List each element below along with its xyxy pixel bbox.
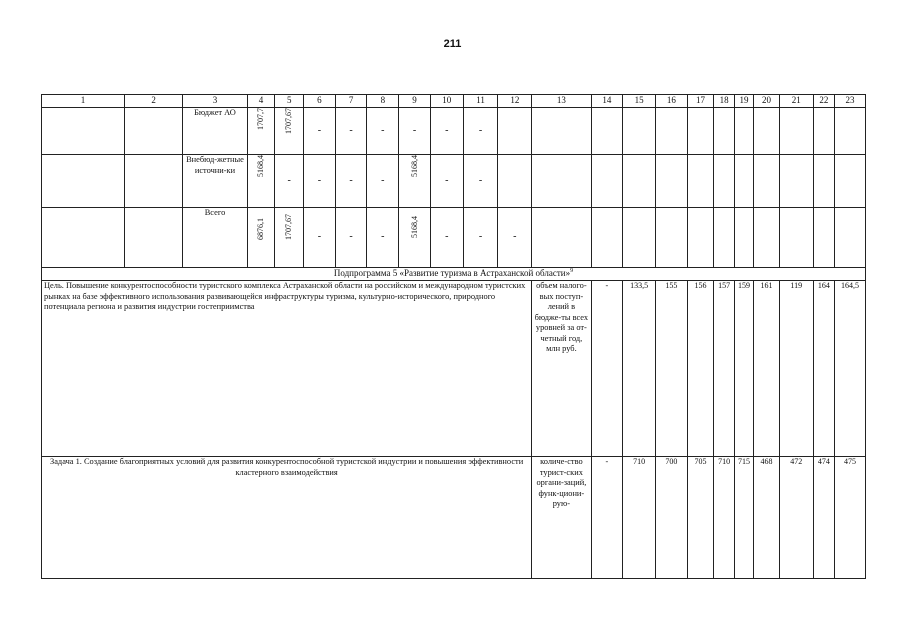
dash-cell: - [430, 208, 463, 268]
task-value: 715 [734, 457, 753, 579]
funding-source: Всего [183, 208, 247, 268]
dash-cell: - [463, 155, 498, 208]
goal-text: Цель. Повышение конкурентоспособности туристского комплекса Астраханской области на российском и международном туристских рынках на базе эффективного использования развивающейся инфраструктуры туризма, культурно-исторического, природного потенциала региона и развития индустрии гостеприимства [42, 281, 532, 457]
task-value: 475 [835, 457, 866, 579]
goal-value: 164,5 [835, 281, 866, 457]
empty-cell [734, 208, 753, 268]
empty-cell [813, 108, 834, 155]
empty-cell [124, 208, 182, 268]
task-value: 710 [623, 457, 656, 579]
column-number-row [42, 95, 866, 108]
value-cell [247, 108, 275, 155]
value-cell [247, 208, 275, 268]
column-number-cell: 11 [463, 95, 498, 108]
vertical-value: 1707,67 [284, 214, 294, 240]
footnote-marker: 9 [570, 268, 574, 274]
goal-row [42, 281, 866, 457]
value-cell [399, 208, 431, 268]
empty-cell [124, 108, 182, 155]
task-text: Задача 1. Создание благоприятных условий для развития конкурентоспособной туристской индустрии и повышения эффективности кластерного взаимодействия [42, 457, 532, 579]
task-value: 468 [754, 457, 780, 579]
column-number-cell: 12 [498, 95, 532, 108]
empty-cell [532, 108, 591, 155]
empty-cell [835, 155, 866, 208]
program-table [41, 94, 866, 579]
column-number-cell: 3 [183, 95, 247, 108]
column-number-cell: 18 [714, 95, 734, 108]
goal-base-dash: - [591, 281, 623, 457]
dash-cell: - [275, 155, 304, 208]
goal-value: 155 [656, 281, 688, 457]
task-value: 705 [687, 457, 714, 579]
vertical-value: 1707,7 [256, 108, 266, 130]
empty-cell [42, 108, 125, 155]
empty-cell [623, 155, 656, 208]
column-number-cell: 17 [687, 95, 714, 108]
value-cell [275, 208, 304, 268]
empty-cell [591, 208, 623, 268]
funding-source: Бюджет АО [183, 108, 247, 155]
dash-cell: - [430, 155, 463, 208]
column-number-cell: 16 [656, 95, 688, 108]
empty-cell [754, 155, 780, 208]
empty-cell [656, 108, 688, 155]
empty-cell [656, 208, 688, 268]
empty-cell [734, 155, 753, 208]
column-number-cell: 6 [304, 95, 336, 108]
task-value: 472 [779, 457, 813, 579]
empty-cell [532, 208, 591, 268]
empty-cell [532, 155, 591, 208]
subprogram-title: Подпрограмма 5 «Развитие туризма в Астраханской области» [333, 268, 571, 278]
goal-indicator-unit: объем налого-вых поступ-лений в бюдже-ты всех уровней за от-четный год, млн руб. [532, 281, 591, 457]
vertical-value: 5168,4 [409, 155, 419, 177]
empty-cell [42, 208, 125, 268]
empty-cell [42, 155, 125, 208]
dash-cell: - [304, 208, 336, 268]
funding-source: Внебюд-жетные источни-ки [183, 155, 247, 208]
page-number: 211 [443, 38, 462, 50]
goal-value: 164 [813, 281, 834, 457]
column-number-cell: 22 [813, 95, 834, 108]
task-row [42, 457, 866, 579]
empty-cell [754, 208, 780, 268]
empty-cell [656, 155, 688, 208]
task-value: 700 [656, 457, 688, 579]
empty-cell [687, 108, 714, 155]
vertical-value: 6876,1 [256, 218, 266, 240]
empty-cell [714, 155, 734, 208]
value-cell [275, 108, 304, 155]
column-number-cell: 1 [42, 95, 125, 108]
empty-cell [124, 155, 182, 208]
subprogram-title-cell [42, 268, 866, 281]
dash-cell: - [430, 108, 463, 155]
column-number-cell: 9 [399, 95, 431, 108]
column-number-cell: 23 [835, 95, 866, 108]
dash-cell: - [463, 108, 498, 155]
dash-cell: - [335, 208, 367, 268]
dash-cell: - [463, 208, 498, 268]
empty-cell [498, 108, 532, 155]
column-number-cell: 5 [275, 95, 304, 108]
dash-cell: - [367, 108, 399, 155]
dash-cell: - [399, 108, 431, 155]
column-number-cell: 8 [367, 95, 399, 108]
empty-cell [687, 155, 714, 208]
empty-cell [813, 208, 834, 268]
column-number-cell: 21 [779, 95, 813, 108]
empty-cell [591, 108, 623, 155]
vertical-value: 1707,67 [284, 108, 294, 134]
value-cell [399, 155, 431, 208]
task-value: 710 [714, 457, 734, 579]
funding-row-regional-budget [42, 108, 866, 155]
empty-cell [835, 108, 866, 155]
task-base-dash: - [591, 457, 623, 579]
empty-cell [714, 208, 734, 268]
dash-cell: - [304, 108, 336, 155]
empty-cell [779, 208, 813, 268]
empty-cell [687, 208, 714, 268]
column-number-cell: 15 [623, 95, 656, 108]
empty-cell [714, 108, 734, 155]
funding-row-total [42, 208, 866, 268]
empty-cell [779, 155, 813, 208]
dash-cell: - [498, 208, 532, 268]
goal-value: 119 [779, 281, 813, 457]
dash-cell: - [304, 155, 336, 208]
goal-value: 133,5 [623, 281, 656, 457]
dash-cell: - [335, 108, 367, 155]
column-number-cell: 10 [430, 95, 463, 108]
dash-cell: - [367, 208, 399, 268]
vertical-value: 5168,4 [256, 155, 266, 177]
column-number-cell: 4 [247, 95, 275, 108]
column-number-cell: 14 [591, 95, 623, 108]
dash-cell: - [367, 155, 399, 208]
task-value: 474 [813, 457, 834, 579]
empty-cell [591, 155, 623, 208]
column-number-cell: 20 [754, 95, 780, 108]
subprogram-row [42, 268, 866, 281]
empty-cell [754, 108, 780, 155]
empty-cell [779, 108, 813, 155]
dash-cell: - [335, 155, 367, 208]
column-number-cell: 2 [124, 95, 182, 108]
empty-cell [498, 155, 532, 208]
empty-cell [734, 108, 753, 155]
value-cell [247, 155, 275, 208]
goal-value: 156 [687, 281, 714, 457]
empty-cell [813, 155, 834, 208]
task-indicator-unit: количе-ство турист-ских органи-заций, функ-циони-рую- [532, 457, 591, 579]
column-number-cell: 7 [335, 95, 367, 108]
goal-value: 161 [754, 281, 780, 457]
column-number-cell: 19 [734, 95, 753, 108]
goal-value: 159 [734, 281, 753, 457]
goal-value: 157 [714, 281, 734, 457]
empty-cell [835, 208, 866, 268]
empty-cell [623, 208, 656, 268]
funding-row-extrabudgetary [42, 155, 866, 208]
vertical-value: 5168,4 [409, 216, 419, 238]
empty-cell [623, 108, 656, 155]
column-number-cell: 13 [532, 95, 591, 108]
